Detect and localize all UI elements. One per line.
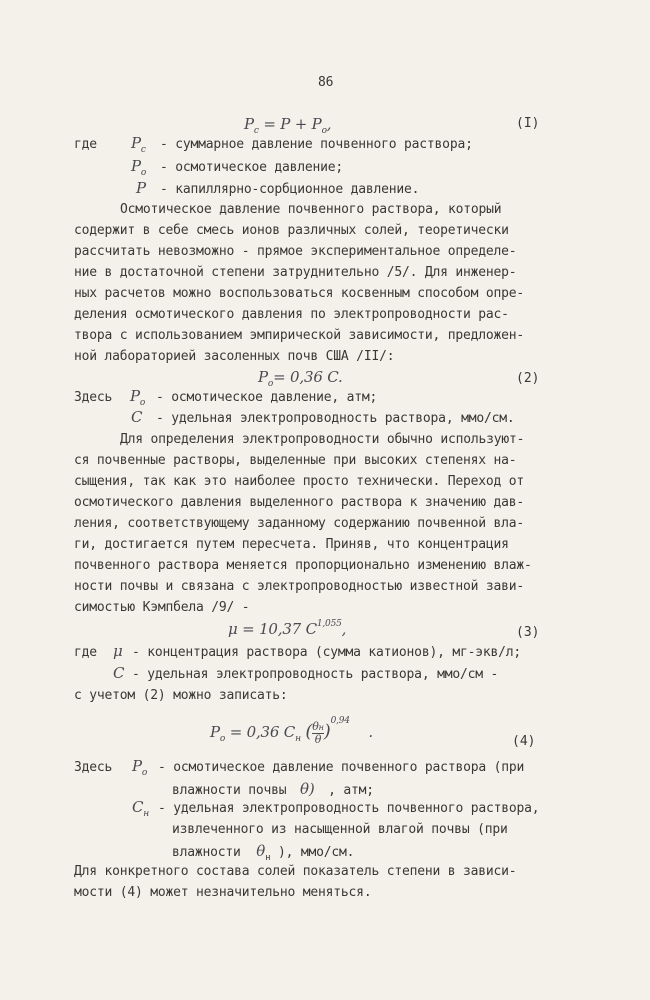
symbol-po-2: $P_o$ [130, 387, 146, 408]
symbol-cn: $C_н$ [132, 798, 150, 819]
def-cn-line1: - удельная электропроводность почвенного раствора, [158, 801, 540, 816]
def-cn-line2: извлеченного из насыщенной влагой почвы (при [172, 822, 508, 837]
symbol-p: P [136, 179, 146, 197]
symbol-pc: $P_c$ [131, 134, 146, 155]
equation-3-number: (3) [516, 625, 540, 640]
symbol-mu: μ [113, 642, 123, 660]
def-c-3: - удельная электропроводность раствора, ммо/см - [132, 667, 499, 682]
para2-line: Для определения электропроводности обычно используют- [120, 432, 525, 447]
para1-line: рассчитать невозможно - прямое экспериментальное определе- [74, 244, 517, 259]
where-label-3: где [74, 645, 97, 660]
symbol-c: C [131, 408, 143, 426]
para1-line: твора с использованием эмпирической зависимости, предложен- [74, 328, 524, 343]
final-line: Для конкретного состава солей показатель степени в зависи- [74, 864, 517, 879]
def-po-4-line1: - осмотическое давление почвенного раствора (при [158, 760, 525, 775]
continuation-3: с учетом (2) можно записать: [74, 688, 288, 703]
def-po: - осмотическое давление; [160, 160, 344, 175]
where-label-1: где [74, 137, 97, 152]
def-cn-line3: влажности $\theta_н$ ), ммо/см. [172, 842, 355, 863]
def-mu: - концентрация раствора (сумма катионов), мг-экв/л; [132, 645, 521, 660]
final-line: мости (4) может незначительно меняться. [74, 885, 372, 900]
para2-line: осмотического давления выделенного раствора к значению дав- [74, 495, 524, 510]
para2-line: ления, соответствующему заданному содержанию почвенной вла- [74, 516, 524, 531]
para2-line: почвенного раствора меняется пропорционально изменению влаж- [74, 558, 532, 573]
equation-1-number: (I) [516, 116, 540, 131]
equation-2-number: (2) [516, 371, 540, 386]
fraction-theta: $\frac{\theta н}{\theta}$ [312, 720, 324, 746]
para2-line: симостью Кэмпбела /9/ - [74, 600, 250, 615]
def-pc: - суммарное давление почвенного раствора; [160, 137, 473, 152]
symbol-c-3: C [113, 664, 125, 682]
equation-1: $P_c = P + P_o$, [244, 115, 332, 136]
para2-line: ности почвы и связана с электропроводностью известной зави- [74, 579, 524, 594]
here-label-4: Здесь [74, 760, 113, 775]
para2-line: сыщения, так как это наиболее просто технически. Переход от [74, 474, 524, 489]
equation-3: μ = 10,37 C$^{1,055}$, [228, 619, 347, 638]
para1-line: Осмотическое давление почвенного раствора, который [120, 202, 502, 217]
para1-line: деления осмотического давления по электропроводности рас- [74, 307, 509, 322]
para2-line: ся почвенные растворы, выделенные при высоких степенях на- [74, 453, 517, 468]
para1-line: ной лабораторией засоленных почв США /II/: [74, 349, 395, 364]
equation-4: $P_o = 0,36$ $C_н$ $(\frac{\theta н}{\theta})^{0,94}$ . [210, 716, 373, 746]
symbol-po-4: $P_o$ [132, 757, 148, 778]
para1-line: содержит в себе смесь ионов различных солей, теоретически [74, 223, 509, 238]
para1-line: ние в достаточной степени затруднительно /5/. Для инженер- [74, 265, 517, 280]
para1-line: ных расчетов можно воспользоваться косвенным способом опре- [74, 286, 524, 301]
para2-line: ги, достигается путем пересчета. Приняв, что концентрация [74, 537, 509, 552]
def-p: - капиллярно-сорбционное давление. [160, 182, 420, 197]
symbol-po: $P_o$ [131, 157, 147, 178]
def-po-4-line2: влажности почвы θ) , атм; [172, 780, 374, 798]
page-number: 86 [318, 75, 334, 90]
def-po-2: - осмотическое давление, атм; [156, 390, 378, 405]
def-c: - удельная электропроводность раствора, ммо/см. [156, 411, 515, 426]
equation-4-number: (4) [512, 734, 536, 749]
equation-2: $P_o= 0,36$ C. [258, 368, 343, 389]
here-label-2: Здесь [74, 390, 113, 405]
